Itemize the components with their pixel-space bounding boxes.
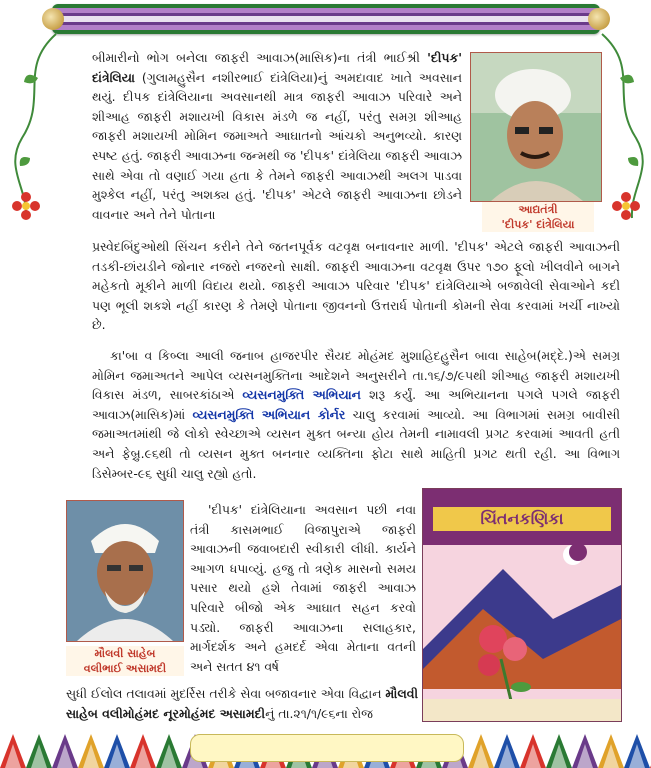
photo2-caption — [66, 646, 184, 676]
para4-intro: સુધી ઈલોલ તલાવમાં મુદર્રિસ તરીકે સેવા બજાવનાર એવા વિદ્વાન — [66, 686, 386, 701]
article-paragraph-1-bottom — [92, 237, 620, 337]
scroll-end-right — [588, 8, 610, 30]
para1-body: (ગુલામહુસૈન નશીરભાઈ દાંત્રેલિયા)નું અમદાવાદ ખાતે અવસાન થયું. દીપક દાંત્રેલિયાના અવસાનથી માત્ર જાફરી આવાઝ પરિવારે અને શીઆહ જાફરી મશાયખી વિકાસ મંડળે જ નહીં, પરંતુ સમગ્ર શીઆહ જાફરી મશાયખી મોમિન જમાઅતે આઘાતનો આંચકો અનુભવ્યો. કારણ સ્પષ્ટ હતું. જાફરી આવાઝના જન્મથી જ 'દીપક' દાંત્રેલિયા જાફરી આવાઝ સાથે એવા તો વણાઈ ગયા હતા કે તેમને જાફરી આવાઝથી અલગ પાડવા મુશ્કેલ નહીં, પરંતુ અશક્ય હતું. 'દીપક' એટલે જાફરી આવાઝના છોડને વાવનાર અને તેને પોતાના — [92, 69, 462, 222]
article-paragraph-2 — [92, 346, 620, 494]
article-paragraph-1-top — [92, 48, 462, 238]
photo2-caption-line2: વલીભાઈ અસામદી — [83, 662, 167, 675]
para1-name-deepak: 'દીપક' — [427, 50, 462, 65]
para2-middle: શરૂ કર્યું. આ અભિયાનના પગલે પગલે જાફરી આવાઝ(માસિક)માં — [92, 387, 620, 422]
book-cover-chintankanika — [422, 488, 622, 722]
book-title: ચિંતનકણિકા — [480, 509, 564, 528]
para4-end: નું તા.૨૧/૧/૯૬ના રોજ — [265, 705, 373, 721]
para1-continuation: પ્રસ્વેદબિંદુઓથી સિંચન કરીને તેને જતનપૂર્વક વટવૃક્ષ બનાવનાર માળી. 'દીપક' એટલે જાફરી આવાઝની તડકી-છાંયડીને જોનાર નજરો નજરનો સાક્ષી. જાફરી આવાઝના વટવૃક્ષ ઉપર ૧૭૦ ફૂલો ખીલવીને બાગને મહેકતો મૂકીને માળી વિદાય થયો. જાફરી આવાઝ પરિવાર 'દીપક' દાંત્રેલિયાએ બજાવેલી સેવાઓને કદી પણ ભૂલી શકશે નહીં કારણ કે તેમણે પોતાના જીવનનો ઉત્તરાર્ધ પોતાની કોમની સેવા કરવામાં ખર્ચી નાખ્યો છે. — [92, 239, 620, 333]
left-flower-icon — [12, 192, 40, 220]
article-paragraph-3 — [190, 500, 416, 676]
para1-name-dantreliya: દાંત્રેલિયા — [92, 69, 135, 85]
para2-corner: વ્યસનમુક્તિ અભિયાન કોર્નર — [192, 406, 346, 422]
article-paragraph-4 — [66, 684, 418, 726]
photo1-caption — [482, 202, 594, 232]
para2-campaign: વ્યસનમુક્તિ અભિયાન — [242, 387, 361, 403]
bottom-center-panel — [190, 734, 464, 762]
photo-maulvi-saheb — [66, 500, 184, 642]
scroll-end-left — [42, 8, 64, 30]
photo1-caption-line2: 'દીપક' દાંત્રેલિયા — [501, 218, 575, 231]
para3-text: 'દીપક' દાંત્રેલિયાના અવસાન પછી નવા તંત્રી કાસમભાઈ વિજાપુરાએ જાફરી આવાઝની જવાબદારી સ્વીકારી લીધી. કાર્યને આગળ ધપાવ્યું. હજુ તો ત્રણેક માસનો સમય પસાર થયો હશે તેવામાં જાફરી આવાઝ પરિવારે બીજો એક આઘાત સહન કરવો પડ્યો. જાફરી આવાઝના સલાહકાર, માર્ગદર્શક અને હમદર્દ એવા મેતાના વતની અને સતત ૪૧ વર્ષ — [190, 502, 416, 674]
photo2-caption-line1: મૌલવી સાહેબ — [94, 647, 156, 660]
right-flower-icon — [612, 192, 640, 220]
para2-end: ચાલુ કરવામાં આવ્યો. આ વિભાગમાં સમગ્ર બાવીસી જમાઅતમાંથી જે લોકો સ્વેચ્છાએ વ્યસન મુક્ત બન્યા હોય તેમની નામાવલી પ્રગટ કરવામાં આવતી હતી અને ફેબ્રુ.૯૬થી તો વ્યસન મુક્ત બનનાર વ્યક્તિના ફોટા સાથે માહિતી પ્રગટ થતી રહી. આ વિભાગ ડિસેમ્બર-૯૬ સુધી ચાલુ રહ્યો હતો. — [92, 406, 620, 481]
para1-intro: બીમારીનો ભોગ બનેલા જાફરી આવાઝ(માસિક)ના તંત્રી ભાઈશ્રી — [92, 50, 428, 65]
photo1-caption-line1: આદ્યતંત્રી — [518, 203, 558, 216]
para4-maulvi-name: મૌલવી સાહેબ વલીમોહંમદ નૂરમોહંમદ અસામદી — [66, 686, 418, 721]
photo-deepak-dantreliya — [470, 52, 602, 202]
para2-intro: કા'બા વ કિબ્લા આલી જનાબ હાજરપીર સૈયદ મોહંમદ મુશાહિદહુસૈન બાવા સાહેબ(મદ્દે.)એ સમગ્ર મોમિન જમાઅતને આપેલ વ્યસનમુક્તિના આદેશને અનુસરીને તા.૧૬/૭/૯૫થી શીઆહ જાફરી મશાયખી વિકાસ મંડળ, સાબરકાંઠાએ — [92, 348, 620, 403]
header-scroll-banner — [52, 4, 600, 34]
